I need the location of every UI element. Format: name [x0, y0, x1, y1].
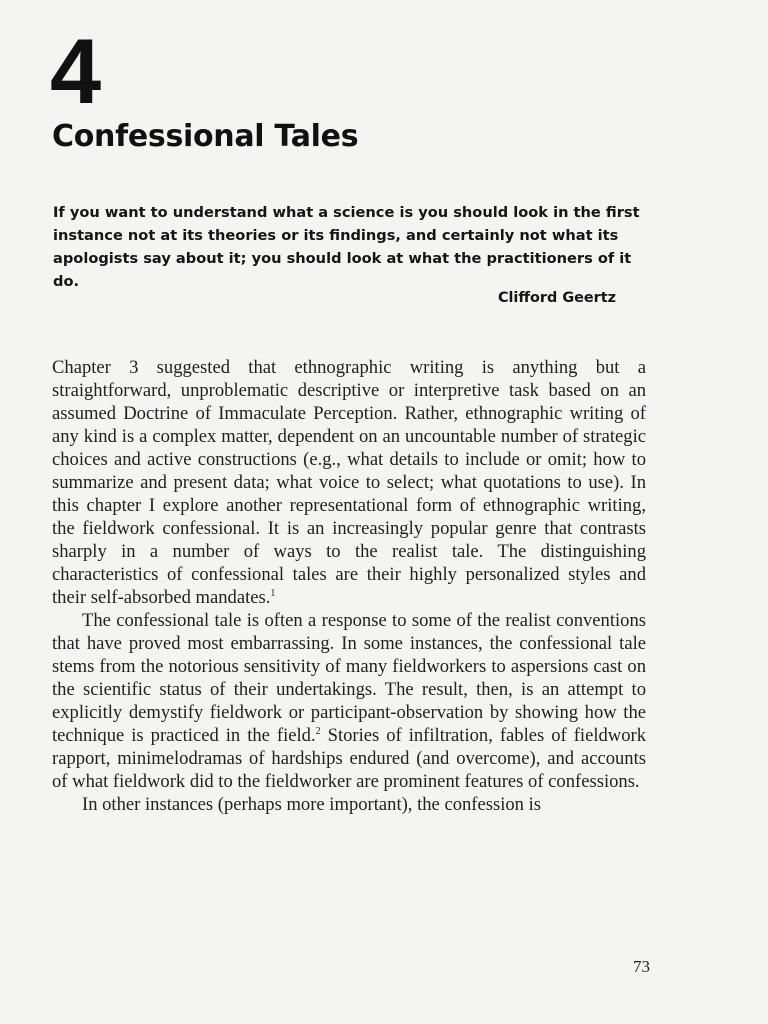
paragraph-text: Chapter 3 suggested that ethnographic writing is anything but a straightforward, unproblematic descriptive or interpretive task based on an assumed Doctrine of Immaculate Perception. Rather, ethnographic writing of any kind is a complex matter, dependent on an uncountable number of strategic choices and active constructions (e.g., what details to include or omit; how to summarize and present data; what voice to select; what quotations to use). In this chapter I explore another representational form of ethnographic writing, the fieldwork confessional. It is an increasingly popular genre that contrasts sharply in a number of ways to the realist tale. The distinguishing characteristics of confessional tales are their highly personalized styles and their self-absorbed mandates. [52, 357, 646, 608]
body-paragraph [52, 356, 646, 609]
epigraph-quote: If you want to understand what a science is you should look in the first instance not at its theories or its findings, and certainly not what its apologists say about it; you should look at what the practitioners of it do. [53, 204, 640, 290]
paragraph-text: The confessional tale is often a response to some of the realist conventions that have proved most embarrassing. In some instances, the confessional tale stems from the notorious sensitivity of many fieldworkers to aspersions cast on the scientific status of their undertakings. The result, then, is an attempt to explicitly demystify fieldwork or participant-observation by showing how the technique is practiced in the field. [52, 610, 646, 746]
chapter-title: Confessional Tales [52, 119, 359, 154]
body-paragraph [52, 609, 646, 793]
body-paragraph [52, 793, 646, 816]
footnote-marker: 1 [270, 587, 276, 599]
paragraph-text: Stories of infiltration, fables of fieldwork rapport, minimelodramas of hardships endured (and overcome), and accounts of what fieldwork did to the fieldworker are prominent features of confessions. [52, 725, 647, 792]
paragraph-text: In other instances (perhaps more important), the confession is [82, 794, 542, 815]
page-number: 73 [633, 957, 650, 976]
chapter-number: 4 [50, 21, 100, 123]
footnote-marker: 2 [315, 725, 321, 737]
chapter-body [52, 356, 646, 816]
epigraph-author: Clifford Geertz [497, 290, 616, 306]
